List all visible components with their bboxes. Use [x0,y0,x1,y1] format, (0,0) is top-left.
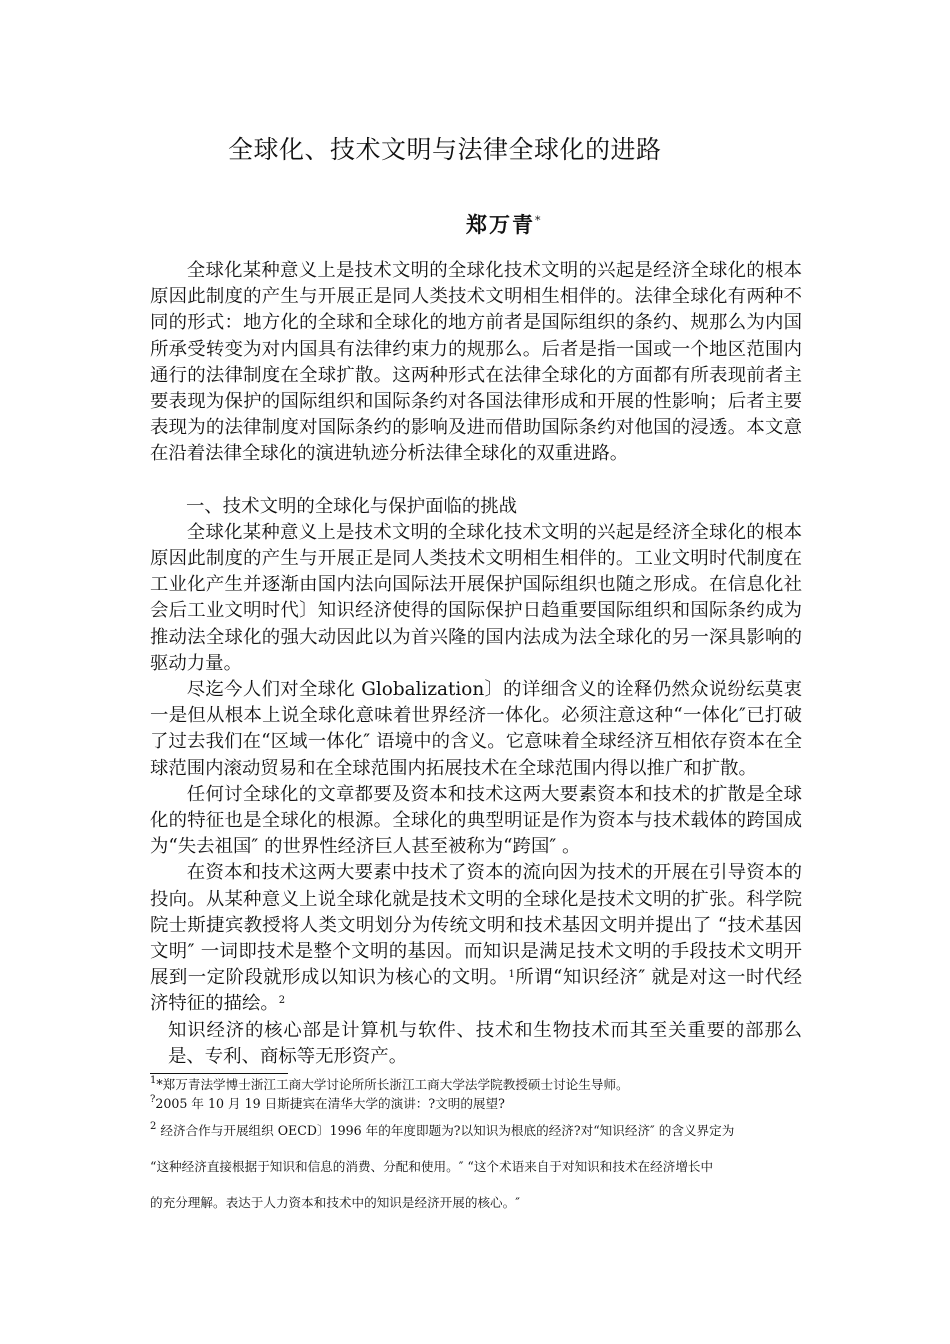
body-paragraph-4 [150,860,802,1017]
body-paragraph-3: 任何讨全球化的文章都要及资本和技术这两大要素资本和技术的扩散是全球化的特征也是全球化的根源。全球化的典型明证是作为资本与技术载体的跨国成为“失去祖国″ 的世界性经济巨人甚至被称为“跨国″ 。 [150,783,802,858]
footnote-3-mark: 2 [150,1121,157,1132]
body-paragraph-1: 全球化某种意义上是技术文明的全球化技术文明的兴起是经济全球化的根本原因此制度的产生与开展正是同人类技术文明相生相伴的。工业文明时代制度在工业化产生并逐渐由国内法向国际法开展保护国际组织也随之形成。在信息化社会后工业文明时代〕知识经济使得的国际保护日趋重要国际组织和国际条约成为推动法全球化的强大动因此以为首兴隆的国内法成为法全球化的另一深具影响的驱动力量。 [150,521,802,674]
footnote-3 [150,1113,800,1221]
footnote-ref-1[interactable]: 1 [508,969,515,981]
footnote-3-line-3: 的充分理解。表达于人力资本和技术中的知识是经济开展的核心。″ [150,1195,520,1210]
footnote-2-mark: ? [150,1094,156,1105]
section-heading: 一、技术文明的全球化与保护面临的挑战 [186,495,518,517]
abstract-paragraph: 全球化某种意义上是技术文明的全球化技术文明的兴起是经济全球化的根本原因此制度的产生与开展正是同人类技术文明相生相伴的。法律全球化有两种不同的形式：地方化的全球和全球化的地方前者是国际组织的条约、规那么为内国所承受转变为对内国具有法律约束力的规那么。后者是指一国或一个地区范围内通行的法律制度在全球扩散。这两种形式在法律全球化的方面都有所表现前者主要表现为保护的国际组织和国际条约对各国法律形成和开展的性影响；后者主要表现为的法律制度对国际条约的影响及进而借助国际条约对他国的浸透。本文意在沿着法律全球化的演进轨迹分析法律全球化的双重进路。 [150,260,802,465]
article-body [150,258,802,1070]
author-name-text: 郑万青 [466,212,535,237]
author-name [466,209,541,239]
footnote-divider [150,1073,288,1074]
footnote-3-line-2: “这种经济直接根据于知识和信息的消费、分配和使用。″ “这个术语来自于对知识和技术在经济增长中 [150,1159,714,1174]
paragraph-4-continuation: 所谓“知识经济″ 就是对这一时代经济特征的描绘。 [150,967,802,1015]
footnote-1-mark: 1 [150,1075,157,1086]
body-paragraph-5: 知识经济的核心部是计算机与软件、技术和生物技术而其至关重要的部那么是、专利、商标等无形资产。 [168,1019,802,1067]
footnote-3-line-1: 经济合作与开展组织 OECD〕1996 年的年度即题为?以知识为根底的经济?对“知识经济″ 的含义界定为 [160,1123,735,1138]
page-title: 全球化、技术文明与法律全球化的进路 [228,135,662,164]
footnote-2 [150,1096,800,1112]
footnote-1-text: *郑万青法学博士浙江工商大学讨论所所长浙江工商大学法学院教授硕士讨论生导师。 [156,1077,629,1092]
paragraph-4-text: 在资本和技术这两大要素中技术了资本的流向因为技术的开展在引导资本的投向。从某种意义上说全球化就是技术文明的全球化是技术文明的扩张。科学院院士斯捷宾教授将人类文明划分为传统文明和技术基因文明并提出了 “技术基因文明″ 一词即技术是整个文明的基因。而知识是满足技术文明的手段技术文明开展到一定阶段就形成以知识为核心的文明。 [150,862,802,989]
body-paragraph-2: 尽迄今人们对全球化 Globalization〕的详细含义的诠释仍然众说纷纭莫衷一是但从根本上说全球化意味着世界经济一体化。必须注意这种“一体化″已打破了过去我们在“区域一体化″ 语境中的含义。它意味着全球经济互相依存资本在全球范围内滚动贸易和在全球范围内拓展技术在全球范围内得以推广和扩散。 [150,679,802,779]
footnote-2-text: 2005 年 10 月 19 日斯捷宾在清华大学的演讲：?文明的展望? [155,1096,505,1111]
author-footnote-mark: * [535,214,541,227]
footnote-1 [150,1077,800,1093]
footnote-ref-2[interactable]: 2 [278,995,286,1007]
